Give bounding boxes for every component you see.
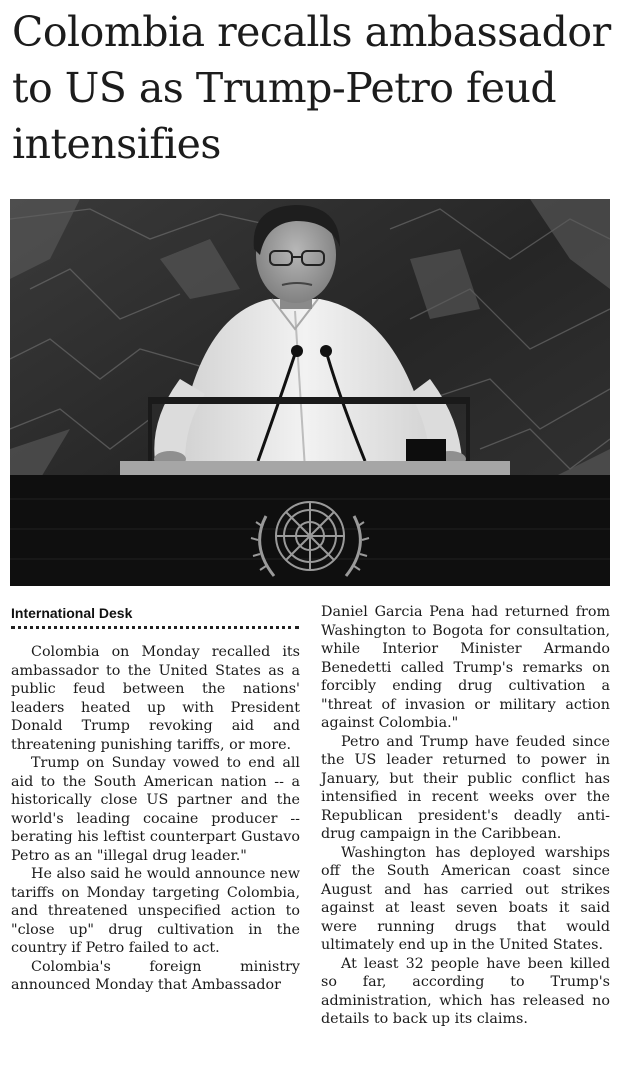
paragraph-split-end: Daniel Garcia Pena had returned from Washington to Bogota for consultation, while Interior Minister Armando Benedetti called Trump's remarks on forcibly ending drug cultivation a "threat of invasion or military action against Colombia." [321, 604, 610, 731]
article-column-left [11, 604, 300, 995]
article-column-right [321, 603, 610, 1029]
paragraph: He also said he would announce new tariffs on Monday targeting Colombia, and threatened unspecified action to "close up" drug cultivation in the country if Petro failed to act. [11, 866, 300, 956]
paragraph: Trump on Sunday vowed to end all aid to the South American nation -- a historically close US partner and the world's leading cocaine producer -- berating his leftist counterpart Gustavo Petro as an "illegal drug leader." [11, 755, 300, 864]
paragraph: At least 32 people have been killed so far, according to Trump's administration, which has released no details to back up its claims. [321, 955, 610, 1027]
paragraph-split-start: Colombia's foreign ministry announced Monday that Ambassador [11, 958, 300, 993]
paragraph: Petro and Trump have feuded since the US leader returned to power in January, but their public conflict has intensified in recent weeks over the Republican president's deadly anti-drug campaign in the Caribbean. [321, 733, 610, 842]
paragraph: Colombia on Monday recalled its ambassador to the United States as a public feud between the nations' leaders heated up with President Donald Trump revoking aid and threatening punishing tariffs, or more. [11, 644, 300, 753]
article-photo [10, 199, 610, 586]
dotted-divider [11, 626, 299, 629]
paragraph: Washington has deployed warships off the South American coast since August and has carried out strikes against at least seven boats it said were running drugs that would ultimately end up in the United States. [321, 844, 610, 953]
section-label: International Desk [11, 605, 133, 621]
headline: Colombia recalls ambassador to US as Trump-Petro feud intensifies [12, 8, 611, 168]
